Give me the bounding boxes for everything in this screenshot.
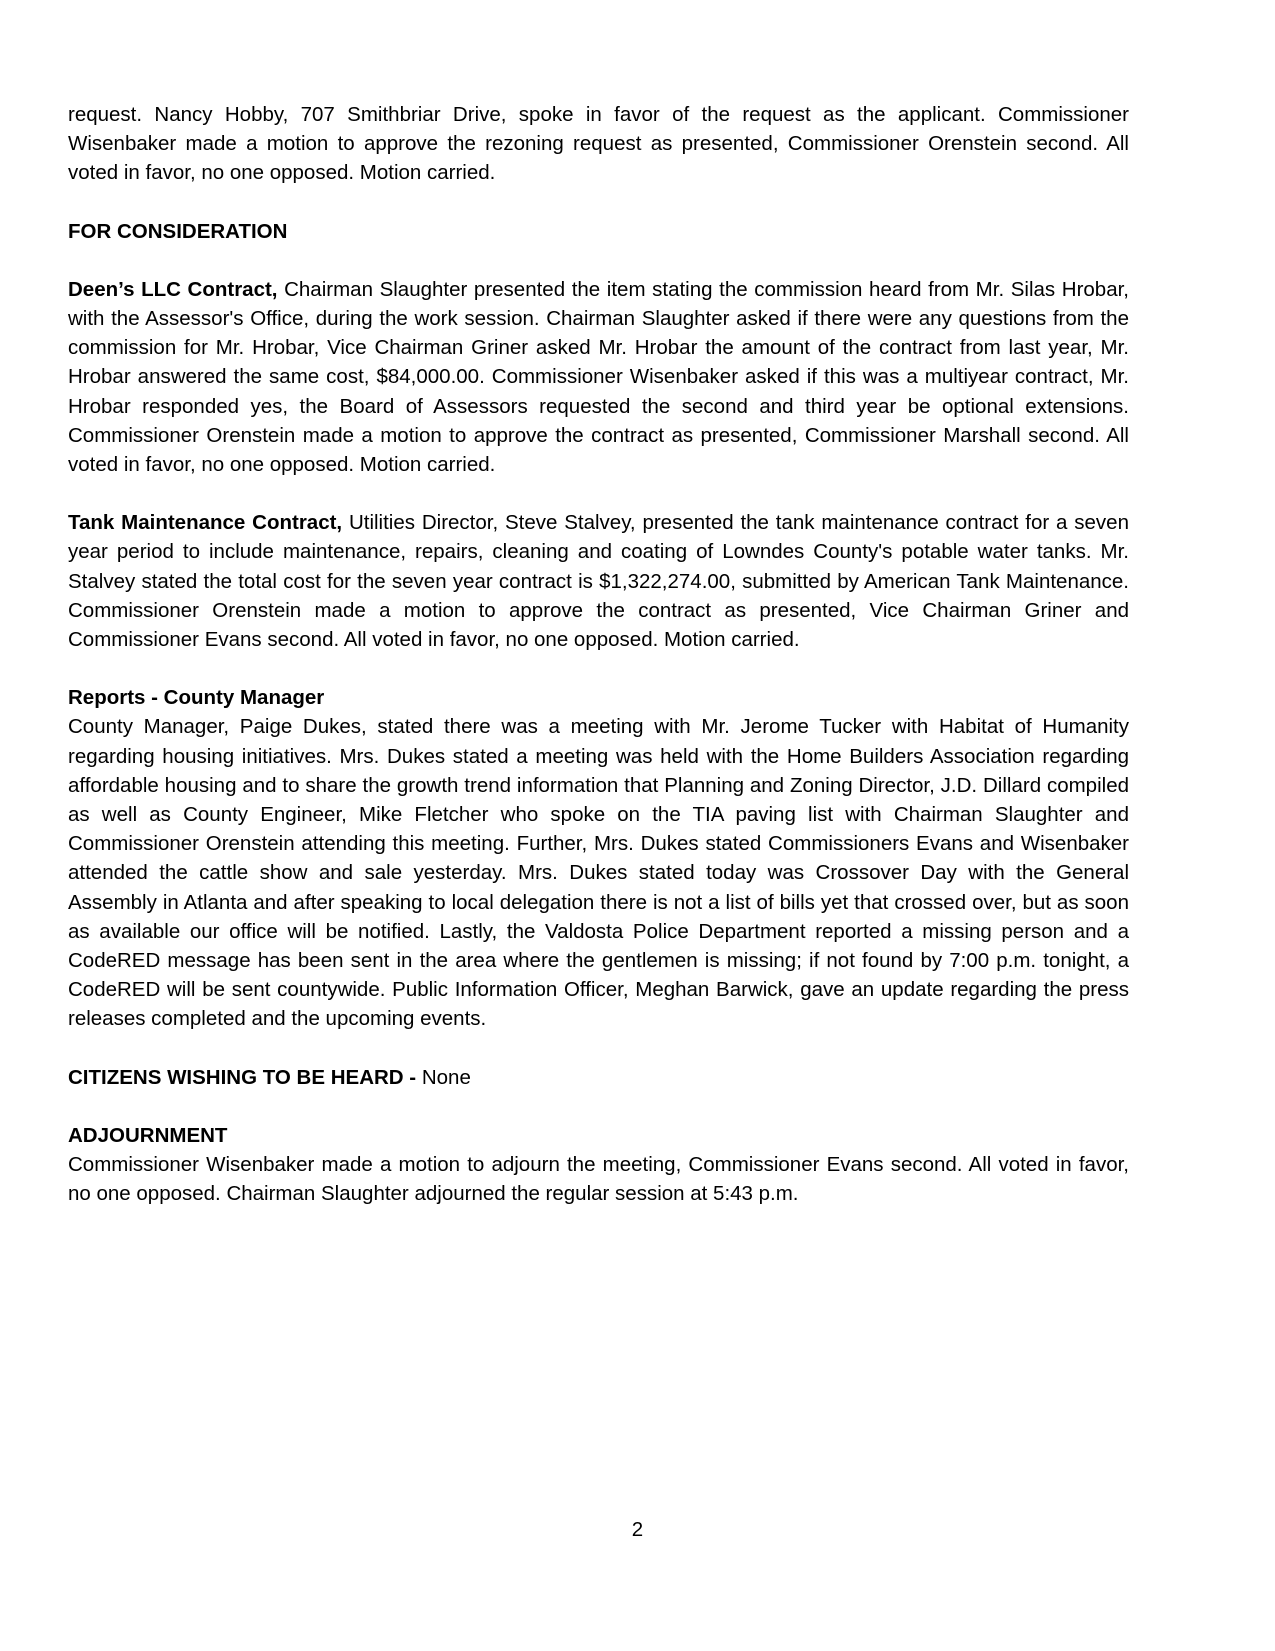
paragraph-text: Utilities Director, Steve Stalvey, presented the tank maintenance contract for a seven year period to include maintenance, repairs, cleaning and coating of Lowndes County's potable water tanks. Mr. Stalvey stated the total cost for the seven year contract is $1,322,274.00, submitted by American Tank Maintenance. Commissioner Orenstein made a motion to approve the contract as presented, Vice Chairman Griner and Commissioner Evans second. All voted in favor, no one opposed. Motion carried. xyxy=(68,511,1129,652)
spacer xyxy=(68,1092,1129,1121)
lead-label-tank-maintenance-contract: Tank Maintenance Contract, xyxy=(68,511,343,535)
spacer xyxy=(68,654,1129,683)
paragraph-text: Chairman Slaughter presented the item stating the commission heard from Mr. Silas Hrobar, with the Assessor's Office, during the work session. Chairman Slaughter asked if there were any questions from the commission for Mr. Hrobar, Vice Chairman Griner asked Mr. Hrobar the amount of the contract from last year, Mr. Hrobar answered the same cost, $84,000.00. Commissioner Wisenbaker asked if this was a multiyear contract, Mr. Hrobar responded yes, the Board of Assessors requested the second and third year be optional extensions. Commissioner Orenstein made a motion to approve the contract as presented, Commissioner Marshall second. All voted in favor, no one opposed. Motion carried. xyxy=(68,277,1129,477)
paragraph-adjournment-body: Commissioner Wisenbaker made a motion to adjourn the meeting, Commissioner Evans second. All voted in favor, no one opposed. Chairman Slaughter adjourned the regular session at 5:43 p.m. xyxy=(68,1153,1129,1206)
spacer xyxy=(68,479,1129,508)
paragraph-rezoning-continuation: request. Nancy Hobby, 707 Smithbriar Drive, spoke in favor of the request as the applicant. Commissioner Wisenbaker made a motion to approve the rezoning request as presented, Commissioner Orenstein second. All voted in favor, no one opposed. Motion carried. xyxy=(68,103,1129,185)
spacer xyxy=(68,1034,1129,1063)
paragraph-tank-maintenance-contract xyxy=(68,508,1129,654)
lead-label-citizens-wishing-to-be-heard: CITIZENS WISHING TO BE HEARD - xyxy=(68,1065,417,1089)
lead-label-deens-llc-contract: Deen’s LLC Contract, xyxy=(68,277,278,301)
document-body xyxy=(68,100,1129,1209)
heading-adjournment: ADJOURNMENT xyxy=(68,1123,228,1147)
paragraph-reports-county-manager-body: County Manager, Paige Dukes, stated there was a meeting with Mr. Jerome Tucker with Habitat of Humanity regarding housing initiatives. Mrs. Dukes stated a meeting was held with the Home Builders Association regarding affordable housing and to share the growth trend information that Planning and Zoning Director, J.D. Dillard compiled as well as County Engineer, Mike Fletcher who spoke on the TIA paving list with Chairman Slaughter and Commissioner Orenstein attending this meeting. Further, Mrs. Dukes stated Commissioners Evans and Wisenbaker attended the cattle show and sale yesterday. Mrs. Dukes stated today was Crossover Day with the General Assembly in Atlanta and after speaking to local delegation there is not a list of bills yet that crossed over, but as soon as available our office will be notified. Lastly, the Valdosta Police Department reported a missing person and a CodeRED message has been sent in the area where the gentlemen is missing; if not found by 7:00 p.m. tonight, a CodeRED will be sent countywide. Public Information Officer, Meghan Barwick, gave an update regarding the press releases completed and the upcoming events. xyxy=(68,715,1129,1031)
heading-for-consideration: FOR CONSIDERATION xyxy=(68,219,288,243)
spacer xyxy=(68,188,1129,217)
paragraph-deens-llc-contract xyxy=(68,275,1129,479)
page-number: 2 xyxy=(631,1518,644,1541)
paragraph-citizens-wishing-to-be-heard xyxy=(68,1063,1129,1092)
heading-reports-county-manager: Reports - County Manager xyxy=(68,686,325,710)
spacer xyxy=(68,246,1129,275)
paragraph-text: None xyxy=(416,1065,471,1089)
